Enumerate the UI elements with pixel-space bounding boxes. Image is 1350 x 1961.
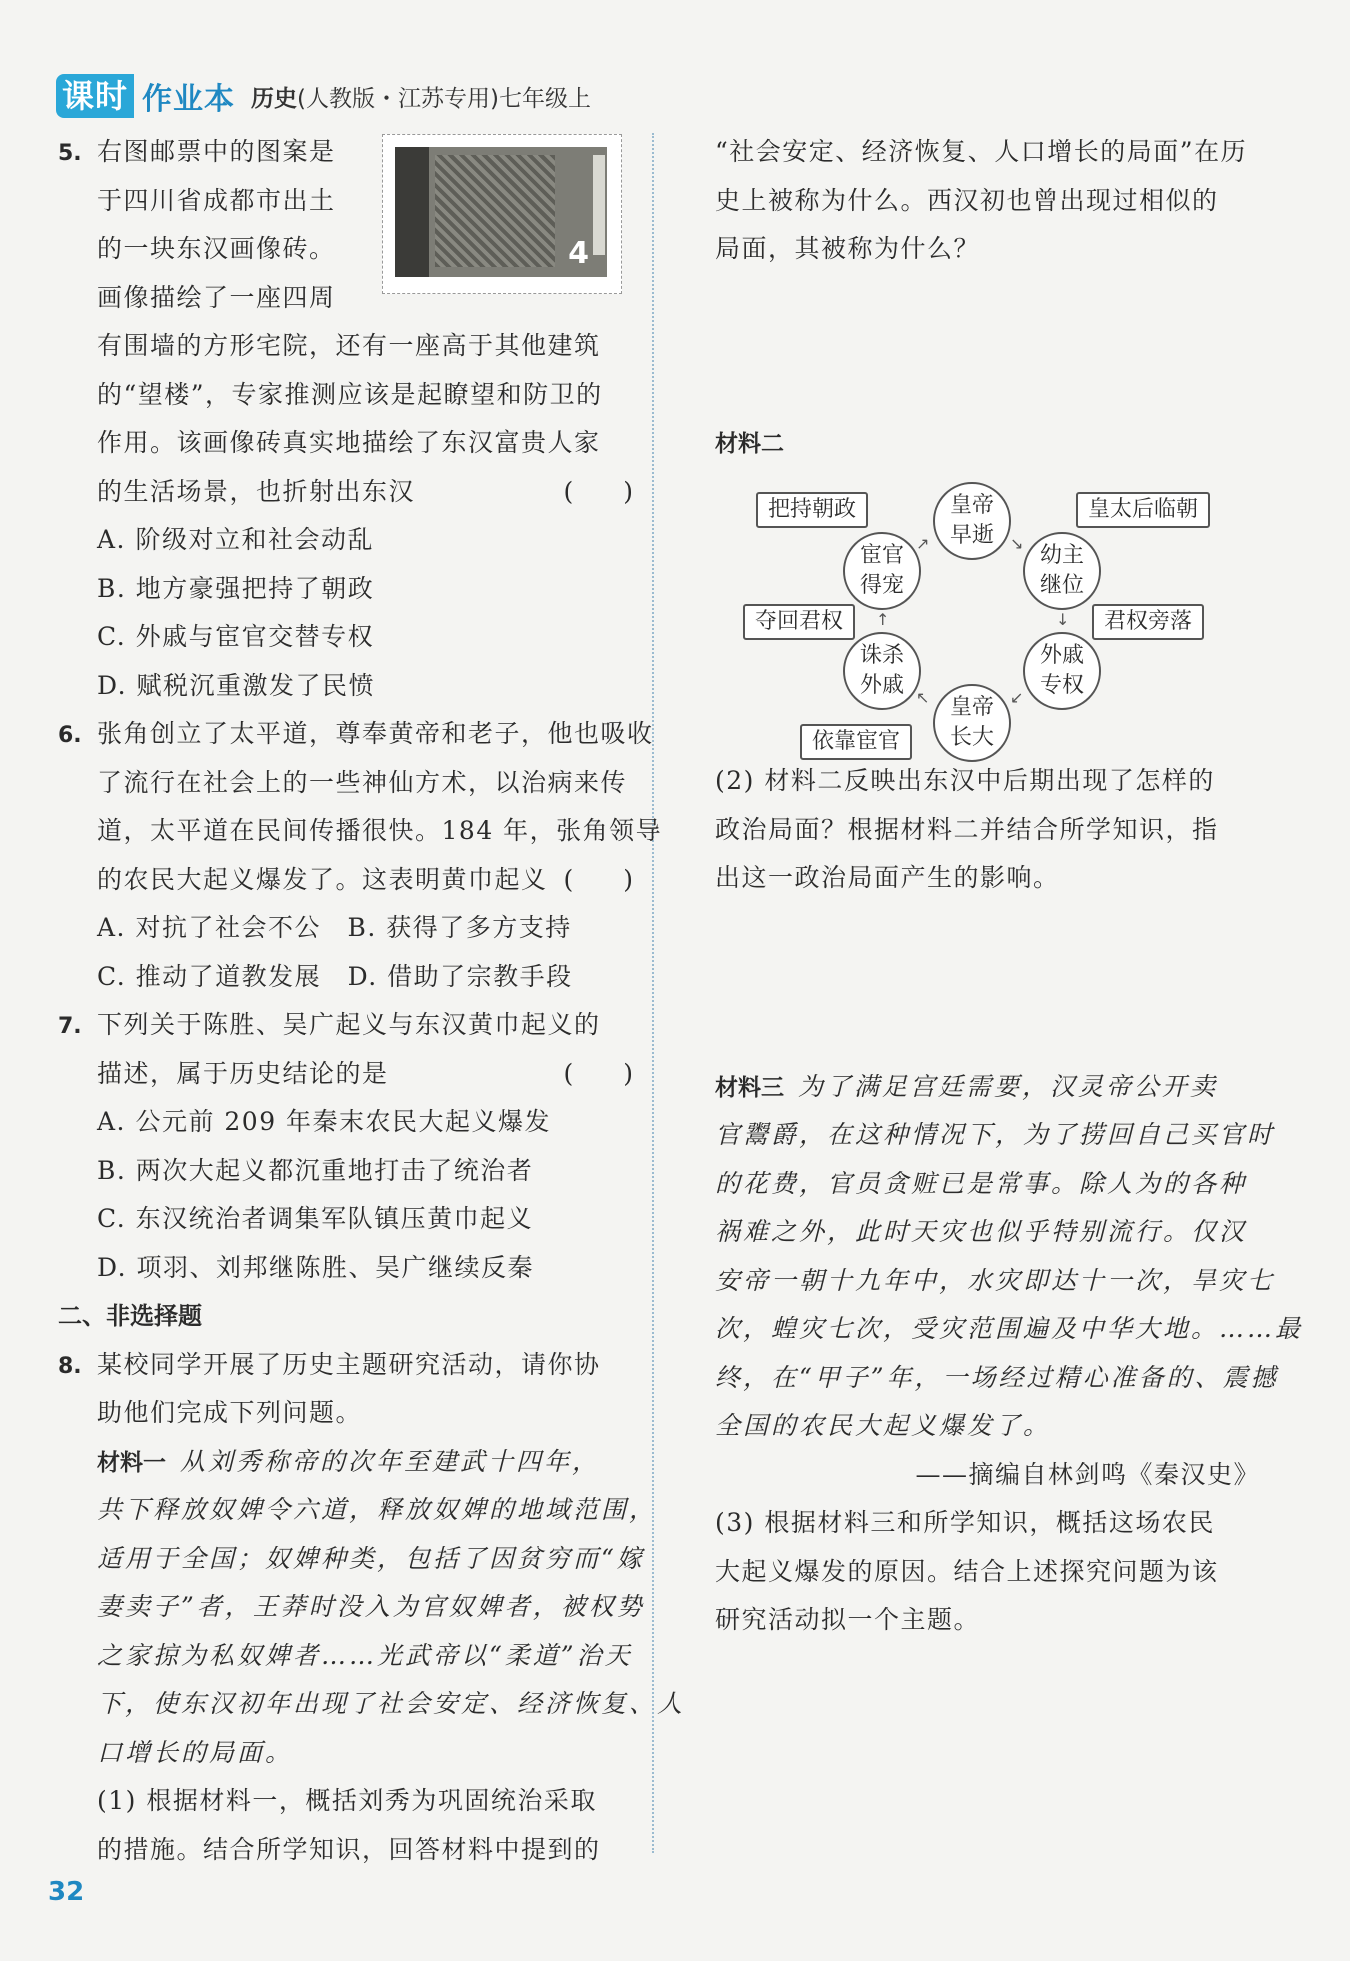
q5-line: 作用。该画像砖真实地描绘了东汉富贵人家 bbox=[97, 428, 601, 457]
question-5 bbox=[58, 128, 633, 710]
material-3-line: 祸难之外，此时天灾也似乎特别流行。仅汉 bbox=[715, 1217, 1248, 1246]
material-1-line: 下，使东汉初年出现了社会安定、经济恢复、人 bbox=[97, 1689, 686, 1718]
option-d[interactable]: D. 赋税沉重激发了民愤 bbox=[97, 670, 376, 700]
q8-number: 8. bbox=[58, 1353, 82, 1379]
subquestion-1-cont: 史上被称为什么。西汉初也曾出现过相似的 bbox=[715, 185, 1219, 215]
cycle-diagram bbox=[740, 478, 1240, 778]
section-heading: 二、非选择题 bbox=[58, 1302, 202, 1330]
q5-line: 的一块东汉画像砖。 bbox=[97, 234, 336, 263]
arrow-icon: ↑ bbox=[876, 610, 890, 629]
node-emperor-early-death: 皇帝早逝 bbox=[933, 482, 1011, 560]
q5-line: 右图邮票中的图案是 bbox=[97, 137, 336, 166]
tag-rely-eunuch: 依靠宦官 bbox=[800, 724, 912, 760]
material-3-line: 的花费，官员贪赃已是常事。除人为的各种 bbox=[715, 1168, 1248, 1198]
node-kill-consort-clan: 诛杀外戚 bbox=[843, 632, 921, 710]
node-eunuch-favored: 宦官得宠 bbox=[843, 532, 921, 610]
material-1-line: 适用于全国；奴婢种类，包括了因贫穷而“嫁 bbox=[97, 1543, 645, 1573]
q6-number: 6. bbox=[58, 723, 82, 748]
answer-space[interactable] bbox=[715, 903, 1260, 1063]
option-b[interactable]: B. 两次大起义都沉重地打击了统治者 bbox=[97, 1155, 534, 1185]
option-a[interactable]: A. 阶级对立和社会动乱 bbox=[97, 525, 374, 554]
column-divider bbox=[652, 133, 654, 1853]
arrow-icon: ↓ bbox=[1056, 610, 1070, 629]
q5-line: 的“望楼”，专家推测应该是起瞭望和防卫的 bbox=[97, 379, 603, 409]
material-1-line: 之家掠为私奴婢者……光武帝以“柔道”治天 bbox=[97, 1640, 633, 1670]
option-c[interactable]: C. 东汉统治者调集军队镇压黄巾起义 bbox=[97, 1204, 534, 1233]
subquestion-2-line: 政治局面？根据材料二并结合所学知识，指 bbox=[715, 814, 1219, 844]
question-8 bbox=[58, 1341, 686, 1875]
material-3-line: 官鬻爵，在这种情况下，为了捞回自己买官时 bbox=[715, 1120, 1276, 1149]
q5-line: 有围墙的方形宅院，还有一座高于其他建筑 bbox=[97, 331, 601, 360]
option-d[interactable]: D. 项羽、刘邦继陈胜、吴广继续反秦 bbox=[97, 1252, 535, 1282]
subquestion-3-line: 大起义爆发的原因。结合上述探究问题为该 bbox=[715, 1556, 1219, 1586]
node-emperor-grown: 皇帝长大 bbox=[933, 684, 1011, 762]
q6-options-cd[interactable]: C. 推动了道教发展 D. 借助了宗教手段 bbox=[97, 961, 573, 991]
material-2-title: 材料二 bbox=[715, 430, 784, 457]
q5-line: 的生活场景，也折射出东汉 bbox=[97, 476, 416, 506]
material-3-line: 终，在“甲子”年，一场经过精心准备的、震撼 bbox=[715, 1362, 1279, 1392]
tag-power-lost: 君权旁落 bbox=[1092, 604, 1204, 640]
tag-empress-dowager: 皇太后临朝 bbox=[1076, 492, 1210, 528]
header bbox=[56, 72, 591, 120]
left-column bbox=[58, 128, 686, 1874]
material-3-source: ——摘编自林剑鸣《秦汉史》 bbox=[915, 1459, 1260, 1489]
material-3-title: 材料三 bbox=[715, 1074, 784, 1101]
q5-number: 5. bbox=[58, 141, 82, 166]
header-subtitle bbox=[251, 80, 591, 113]
subquestion-1-cont: 局面，其被称为什么？ bbox=[715, 234, 981, 263]
material-1-line: 从刘秀称帝的次年至建武十四年， bbox=[180, 1446, 601, 1476]
subquestion-1-line: (1) 根据材料一，概括刘秀为巩固统治采取 bbox=[97, 1786, 597, 1815]
q6-options-ab[interactable]: A. 对抗了社会不公 B. 获得了多方支持 bbox=[97, 913, 572, 942]
material-3-line: 为了满足宫廷需要，汉灵帝公开卖 bbox=[798, 1071, 1219, 1101]
subquestion-1-cont: “社会安定、经济恢复、人口增长的局面”在历 bbox=[715, 137, 1248, 166]
subquestion-1-line: 的措施。结合所学知识，回答材料中提到的 bbox=[97, 1834, 601, 1864]
q6-answer-blank[interactable]: ( ) bbox=[563, 864, 633, 894]
question-6 bbox=[58, 710, 663, 1001]
q5-line: 画像描绘了一座四周 bbox=[97, 282, 336, 312]
node-young-ruler: 幼主继位 bbox=[1023, 532, 1101, 610]
header-edition: (人教版・江苏专用)七年级上 bbox=[297, 85, 591, 112]
option-b[interactable]: B. 地方豪强把持了朝政 bbox=[97, 573, 375, 603]
material-1-line: 口增长的局面。 bbox=[97, 1737, 294, 1767]
arrow-icon: ↗ bbox=[916, 534, 930, 553]
material-3-line: 安帝一朝十九年中，水灾即达十一次，旱灾七 bbox=[715, 1265, 1276, 1295]
subquestion-3-line: 研究活动拟一个主题。 bbox=[715, 1605, 981, 1634]
arrow-icon: ↖ bbox=[916, 688, 930, 707]
q5-answer-blank[interactable]: ( ) bbox=[563, 476, 633, 506]
q7-answer-blank[interactable]: ( ) bbox=[563, 1058, 633, 1088]
logo-part2: 作业本 bbox=[142, 82, 236, 117]
page-number: 32 bbox=[48, 1877, 85, 1907]
q7-line: 描述，属于历史结论的是 bbox=[97, 1058, 389, 1088]
stamp-denomination: 4 bbox=[568, 236, 589, 271]
subquestion-2-line: (2) 材料二反映出东汉中后期出现了怎样的 bbox=[715, 766, 1215, 795]
q6-line: 道，太平道在民间传播很快。184 年，张角领导 bbox=[97, 816, 663, 845]
right-column bbox=[715, 128, 1304, 1645]
q8-line: 助他们完成下列问题。 bbox=[97, 1398, 363, 1427]
q6-line: 了流行在社会上的一些神仙方术，以治病来传 bbox=[97, 767, 628, 797]
question-7 bbox=[58, 1001, 633, 1292]
q7-line: 下列关于陈胜、吴广起义与东汉黄巾起义的 bbox=[97, 1010, 601, 1039]
arrow-icon: ↙ bbox=[1010, 688, 1024, 707]
tag-control-court: 把持朝政 bbox=[756, 492, 868, 528]
material-1-title: 材料一 bbox=[97, 1449, 166, 1476]
arrow-icon: ↘ bbox=[1010, 534, 1024, 553]
logo-part1: 课时 bbox=[56, 74, 134, 118]
option-a[interactable]: A. 公元前 209 年秦末农民大起义爆发 bbox=[97, 1107, 552, 1136]
q6-line: 的农民大起义爆发了。这表明黄巾起义 bbox=[97, 864, 548, 894]
q6-line: 张角创立了太平道，尊奉黄帝和老子，他也吸收 bbox=[97, 719, 654, 748]
material-3-line: 全国的农民大起义爆发了。 bbox=[715, 1411, 1052, 1440]
header-subject: 历史 bbox=[251, 85, 298, 112]
answer-space[interactable] bbox=[715, 274, 1260, 419]
q7-number: 7. bbox=[58, 1014, 82, 1039]
subquestion-2-line: 出这一政治局面产生的影响。 bbox=[715, 863, 1060, 892]
option-c[interactable]: C. 外戚与宦官交替专权 bbox=[97, 622, 375, 651]
logo bbox=[56, 74, 243, 118]
q5-line: 于四川省成都市出土 bbox=[97, 185, 336, 215]
node-consort-clan-power: 外戚专权 bbox=[1023, 632, 1101, 710]
material-3-line: 次，蝗灾七次，受灾范围遍及中华大地。……最 bbox=[715, 1314, 1304, 1343]
tag-regain-power: 夺回君权 bbox=[743, 604, 855, 640]
subquestion-3-line: (3) 根据材料三和所学知识，概括这场农民 bbox=[715, 1508, 1215, 1537]
q8-line: 某校同学开展了历史主题研究活动，请你协 bbox=[97, 1349, 601, 1379]
material-1-line: 共下释放奴婢令六道，释放奴婢的地域范围， bbox=[97, 1495, 658, 1524]
material-1-line: 妻卖子”者，王莽时没入为官奴婢者，被权势 bbox=[97, 1592, 645, 1621]
